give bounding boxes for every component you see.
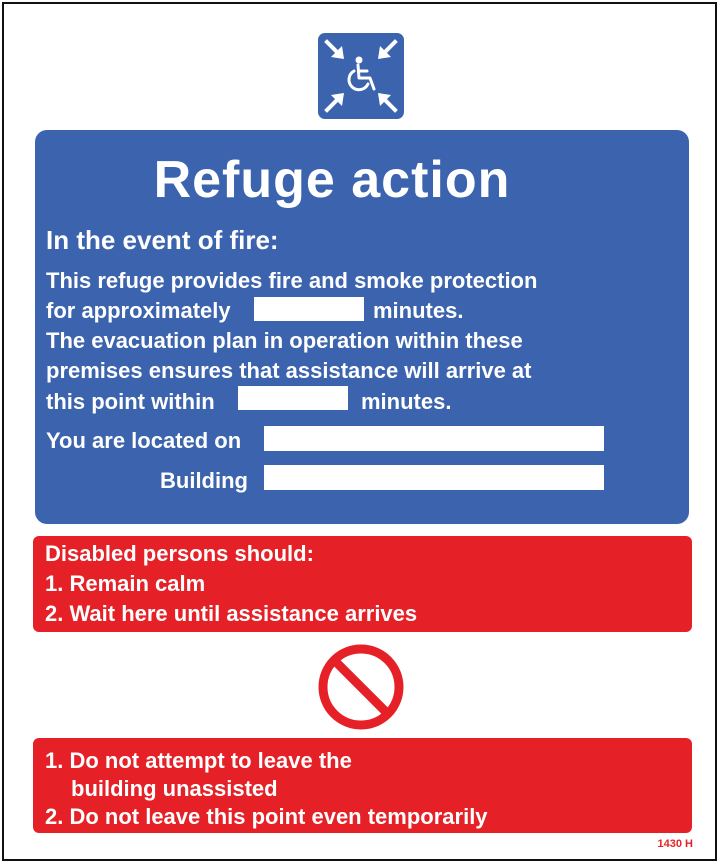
evacuation-text-line5-prefix: this point within: [46, 389, 215, 414]
disabled-persons-panel: [33, 536, 692, 632]
protection-minutes-blank[interactable]: [254, 297, 364, 321]
instruction-remain-calm: 1. Remain calm: [45, 571, 206, 596]
sign-title: Refuge action: [153, 151, 511, 209]
protection-text-line1: This refuge provides fire and smoke protection: [46, 268, 538, 293]
wheelchair-refuge-icon: [318, 33, 404, 119]
building-label: Building: [160, 468, 248, 493]
located-on-label: You are located on: [46, 428, 242, 453]
location-blank[interactable]: [264, 426, 604, 451]
instruction-wait-here: 2. Wait here until assistance arrives: [45, 601, 418, 626]
prohibition-icon-graphic: [317, 643, 405, 731]
prohibition-leave-building-line1: 1. Do not attempt to leave the: [45, 748, 352, 773]
prohibited-actions-panel: [33, 738, 692, 833]
wheelchair-refuge-icon-graphic: [318, 33, 404, 119]
protection-text-line2-prefix: for approximately: [46, 298, 231, 323]
product-code: 1430 H: [657, 838, 693, 850]
evacuation-text-line4: premises ensures that assistance will arrive at: [46, 358, 532, 383]
prohibition-leave-building-line2: building unassisted: [71, 776, 278, 801]
disabled-persons-heading: Disabled persons should:: [45, 541, 314, 566]
building-blank[interactable]: [264, 465, 604, 490]
evacuation-text-line5-suffix: minutes.: [361, 389, 452, 414]
protection-text-line2-suffix: minutes.: [373, 298, 464, 323]
evacuation-text-line3: The evacuation plan in operation within these: [46, 328, 523, 353]
prohibition-icon: [317, 643, 405, 731]
sign-subtitle: In the event of fire:: [46, 225, 279, 255]
refuge-info-panel: [35, 130, 689, 524]
assistance-minutes-blank[interactable]: [238, 386, 348, 410]
prohibition-leave-point: 2. Do not leave this point even temporarily: [45, 804, 488, 829]
